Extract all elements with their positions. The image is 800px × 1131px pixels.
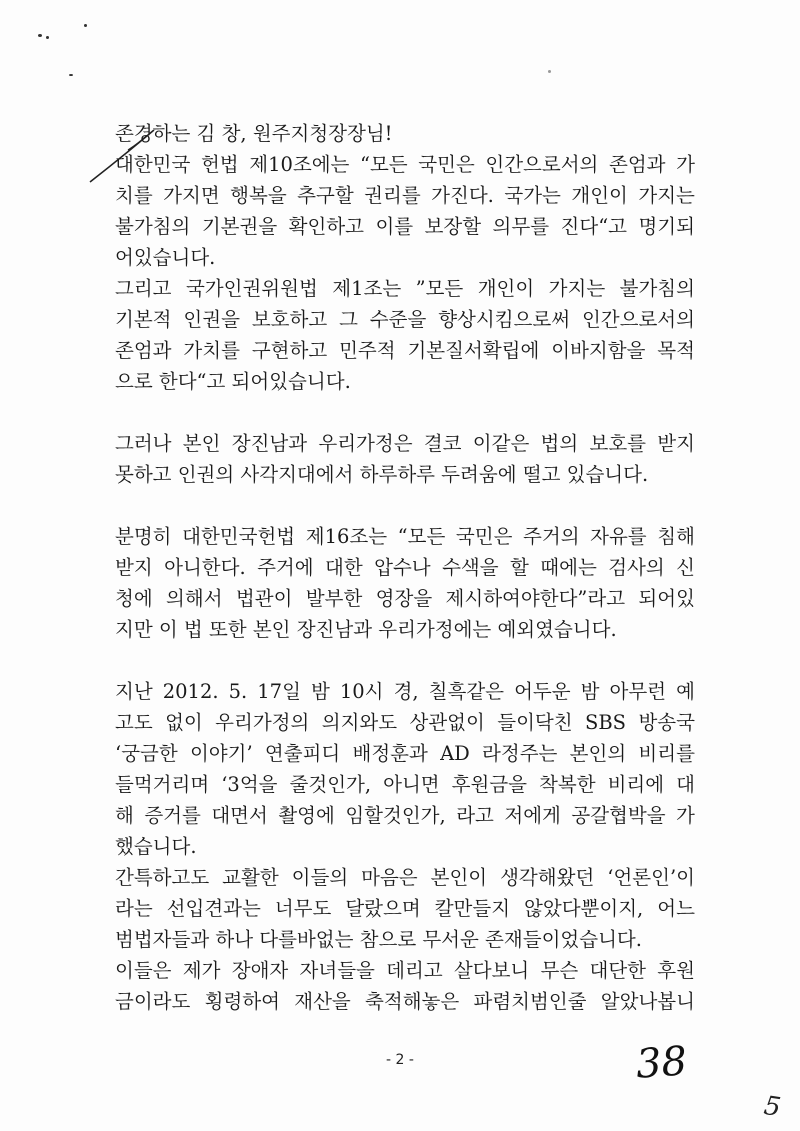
handwritten-page-number: 38	[634, 1038, 689, 1088]
word: 라정주는	[482, 742, 558, 765]
word: 불가침의	[115, 215, 191, 238]
word: 살다보니	[453, 959, 530, 982]
word: 파렴치범인줄	[473, 990, 587, 1013]
word: 지난	[115, 680, 153, 703]
word: 진다“고	[560, 215, 627, 238]
word: 검사의	[608, 556, 665, 579]
text-line: 범법자들과 하나 다를바없는 참으로 무서운 존재들이었습니다.	[115, 928, 642, 951]
text-line	[115, 769, 695, 800]
word: 그	[339, 308, 358, 331]
word: 우리가정은	[318, 432, 413, 455]
word: ‘궁금한	[115, 742, 178, 765]
scan-speck	[46, 36, 49, 39]
scan-speck	[38, 34, 42, 37]
word: 고도	[115, 711, 153, 734]
word: 목적	[657, 339, 695, 362]
word: 이를	[375, 215, 414, 238]
word: 인간으로서의	[581, 308, 695, 331]
text-line: 못하고 인권의 사각지대에서 하루하루 두려움에 떨고 있습니다.	[115, 463, 649, 486]
text-line	[115, 955, 695, 986]
text-line	[115, 738, 695, 769]
handwritten-corner-mark: 5	[761, 1090, 783, 1124]
text-line: 어있습니다.	[115, 246, 216, 269]
text-line	[115, 583, 695, 614]
text-line: 했습니다.	[115, 835, 197, 858]
text-line	[115, 211, 695, 242]
word: 해	[115, 804, 134, 827]
word: ‘3억을	[221, 773, 278, 796]
text-line	[115, 800, 695, 831]
word: 방송국	[638, 711, 695, 734]
word: 증거를	[144, 804, 201, 827]
text-line	[115, 862, 695, 893]
word: 이같은	[472, 432, 530, 455]
word: 어두운	[514, 680, 571, 703]
word: 수준을	[369, 308, 427, 331]
word: 대면서	[211, 804, 268, 827]
word: 들먹거리며	[115, 773, 210, 796]
text-line: 존경하는 김 창, 원주지청장장님!	[115, 122, 393, 145]
word: 경,	[393, 680, 419, 703]
word: 민주적	[339, 339, 396, 362]
word: AD	[440, 742, 470, 765]
word: 재산을	[294, 990, 351, 1013]
word: 17일	[257, 680, 301, 703]
word: 저에게	[504, 804, 561, 827]
word: 배정훈과	[352, 742, 428, 765]
word: 법의	[540, 432, 579, 455]
word: 기본권을	[201, 215, 278, 238]
word: 불가침의	[619, 277, 695, 300]
word: 인권을	[183, 308, 240, 331]
word: 2012.	[162, 680, 219, 703]
text-line	[115, 304, 695, 335]
word: 밤	[310, 680, 330, 703]
paragraph-gap	[115, 397, 695, 428]
word: 장애자	[231, 959, 289, 982]
word: 기본질서확립에	[407, 339, 540, 362]
word: 그리고	[115, 277, 172, 300]
word: 개인이	[477, 277, 535, 300]
word: 이야기’	[189, 742, 253, 765]
word: 장진남과	[231, 432, 308, 455]
word: 임할것인가,	[345, 804, 446, 827]
word: 우리가정의	[215, 711, 310, 734]
word: 되어있	[638, 587, 695, 610]
word: 공갈협박을	[571, 804, 666, 827]
paragraph-gap	[115, 490, 695, 521]
text-line	[115, 521, 695, 552]
word: 대	[676, 773, 695, 796]
word: 후원금을	[451, 773, 528, 796]
word: 때에는	[540, 556, 597, 579]
word: 수색을	[442, 556, 499, 579]
word: 10시	[339, 680, 384, 703]
word: “모든	[397, 525, 446, 548]
word: ”모든	[415, 277, 464, 300]
word: 청에	[115, 587, 153, 610]
word: 가지면	[163, 184, 220, 207]
word: 후원	[657, 959, 695, 982]
word: 5.	[228, 680, 248, 703]
word: 본인의	[569, 742, 627, 765]
word: 횡령하여	[204, 990, 280, 1013]
word: 자유를	[590, 525, 647, 548]
text-line	[115, 180, 695, 211]
word: 제시하여야한다”라고	[445, 587, 626, 610]
word: 기본적	[115, 308, 172, 331]
word: 너무도	[274, 897, 332, 920]
word: 그러나	[115, 432, 172, 455]
text-line	[115, 273, 695, 304]
scan-speck	[548, 70, 551, 73]
word: 분명히	[115, 525, 172, 548]
scan-speck	[69, 74, 73, 76]
word: 가치를	[183, 339, 240, 362]
word: 권리를	[364, 184, 421, 207]
text-line: 으로 한다“고 되어있습니다.	[115, 370, 351, 393]
word: 국가는	[504, 184, 561, 207]
word: 결코	[423, 432, 462, 455]
word: 의무를	[492, 215, 550, 238]
word: 제1조는	[332, 277, 402, 300]
word: 개인이	[571, 184, 628, 207]
word: 할	[510, 556, 529, 579]
word: 생각해왔던	[500, 866, 595, 889]
word: 국가인권위원법	[185, 277, 318, 300]
word: 예	[676, 680, 695, 703]
word: 대한민국	[115, 153, 191, 176]
word: 이바지함을	[551, 339, 646, 362]
scan-speck	[84, 24, 87, 27]
word: 받지	[115, 556, 153, 579]
word: “모든	[360, 153, 408, 176]
word: 추구할	[297, 184, 354, 207]
word: 달랐으며	[345, 897, 421, 920]
word: 축적해놓은	[365, 990, 460, 1013]
word: 가	[676, 804, 695, 827]
word: 국민은	[418, 153, 475, 176]
word: 없이	[165, 711, 203, 734]
word: 비리에	[607, 773, 665, 796]
word: 가지는	[548, 277, 606, 300]
word: 침해	[657, 525, 695, 548]
word: 어느	[657, 897, 695, 920]
word: 의해서	[166, 587, 223, 610]
word: 라고	[456, 804, 494, 827]
word: 발부한	[305, 587, 363, 610]
word: 무슨	[540, 959, 579, 982]
letter-body	[115, 118, 695, 1017]
text-line: 지만 이 법 또한 본인 장진남과 우리가정에는 예외였습니다.	[115, 618, 617, 641]
word: 가지는	[638, 184, 695, 207]
word: 데리고	[386, 959, 443, 982]
word: 이들은	[115, 959, 172, 982]
word: 연출피디	[264, 742, 341, 765]
word: 주거의	[523, 525, 580, 548]
word: 가진다.	[431, 184, 494, 207]
word: 명기되	[638, 215, 695, 238]
word: 법관이	[235, 587, 293, 610]
word: 주거에	[257, 556, 314, 579]
text-line	[115, 428, 695, 459]
word: 상관없이	[409, 711, 485, 734]
word: 촬영에	[278, 804, 335, 827]
word: 향상시킴으로써	[438, 308, 571, 331]
word: 존엄과	[115, 339, 172, 362]
word: 가	[676, 153, 695, 176]
word: 줄것인가,	[289, 773, 372, 796]
word: 교활한	[222, 866, 279, 889]
word: 의지와도	[321, 711, 398, 734]
word: 존엄과	[608, 153, 666, 176]
word: 행복을	[230, 184, 287, 207]
word: 보호를	[589, 432, 647, 455]
word: 간특하고도	[115, 866, 210, 889]
word: 국민은	[455, 525, 513, 548]
text-line	[115, 676, 695, 707]
word: 영장을	[375, 587, 433, 610]
word: 칼만들지	[434, 897, 511, 920]
word: 마음은	[361, 866, 418, 889]
word: 아무런	[609, 680, 667, 703]
word: SBS	[584, 711, 627, 734]
word: 인간으로서의	[485, 153, 599, 176]
word: 제가	[182, 959, 221, 982]
word: 헌법	[200, 153, 239, 176]
word: 라는	[115, 897, 153, 920]
word: 금이라도	[115, 990, 191, 1013]
text-line	[115, 707, 695, 738]
word: 칠흑같은	[428, 680, 505, 703]
text-line	[115, 149, 695, 180]
word: 본인이	[430, 866, 488, 889]
word: 착복한	[539, 773, 596, 796]
text-line	[115, 893, 695, 924]
word: 선입견과는	[166, 897, 261, 920]
word: 보장할	[424, 215, 482, 238]
word: 받지	[657, 432, 695, 455]
word: 보호하고	[251, 308, 328, 331]
word: 대단한	[589, 959, 647, 982]
word: 본인	[182, 432, 221, 455]
word: 들이닥친	[497, 711, 573, 734]
word: 구현하고	[251, 339, 328, 362]
word: 제10조에는	[249, 153, 350, 176]
word: 확인하고	[288, 215, 364, 238]
word: 아니면	[383, 773, 440, 796]
text-line	[115, 552, 695, 583]
word: 알았나봅니	[600, 990, 695, 1013]
word: 신	[676, 556, 695, 579]
word: 아니한다.	[164, 556, 246, 579]
page-number: - 2 -	[386, 1052, 414, 1068]
word: 비리를	[638, 742, 695, 765]
word: 않았다뿐이지,	[524, 897, 644, 920]
word: 치를	[115, 184, 153, 207]
word: ‘언론인’이	[607, 866, 695, 889]
text-line	[115, 986, 695, 1017]
word: 압수나	[374, 556, 431, 579]
word: 제16조는	[305, 525, 388, 548]
paragraph-gap	[115, 645, 695, 676]
word: 밤	[580, 680, 600, 703]
word: 대한민국헌법	[182, 525, 296, 548]
text-line	[115, 335, 695, 366]
word: 이들의	[291, 866, 349, 889]
word: 자녀들을	[299, 959, 375, 982]
word: 대한	[325, 556, 363, 579]
